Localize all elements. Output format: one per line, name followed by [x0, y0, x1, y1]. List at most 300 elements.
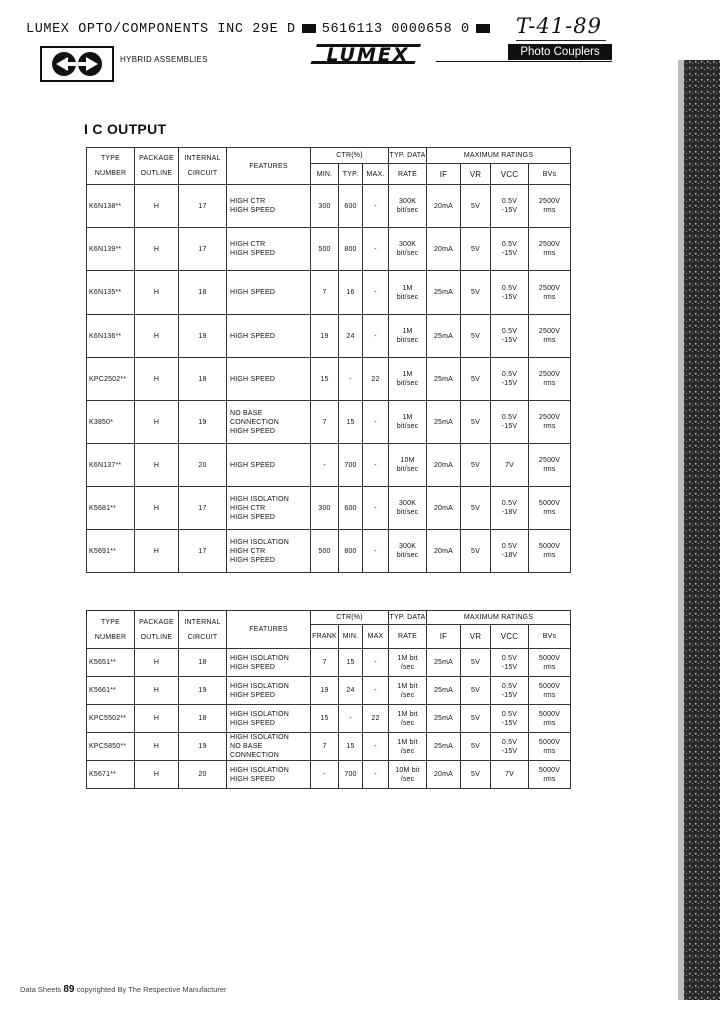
- bvs-rating-line: rms: [543, 719, 556, 727]
- header-ctr: CTR(%): [311, 148, 389, 164]
- vr-rating: 5V: [461, 271, 491, 315]
- handwritten-underline: [516, 40, 606, 41]
- features: [227, 401, 311, 444]
- ctr-max: 22: [363, 358, 389, 401]
- vr-rating: 5V: [461, 444, 491, 487]
- bvs-rating-line: rms: [543, 747, 556, 755]
- package-outline: H: [135, 228, 179, 271]
- features-line: HIGH SPEED: [230, 691, 276, 699]
- table-row: [87, 761, 571, 789]
- header-line: [26, 22, 496, 37]
- internal-circuit: 20: [179, 761, 227, 789]
- lumex-logo-icon: [40, 46, 114, 82]
- table-row: [87, 358, 571, 401]
- rate: [389, 271, 427, 315]
- rate-line: /sec: [400, 775, 415, 783]
- bvs-rating: [529, 677, 571, 705]
- features: [227, 649, 311, 677]
- ctr-min: 15: [339, 649, 363, 677]
- features: [227, 444, 311, 487]
- bvs-rating: [529, 228, 571, 271]
- internal-circuit: 19: [179, 733, 227, 761]
- vcc-rating-line: 0.5V: [501, 414, 518, 421]
- type-number: KPC5850**: [87, 733, 135, 761]
- rate: [389, 358, 427, 401]
- bvs-rating: [529, 649, 571, 677]
- features-line: CONNECTION: [230, 418, 280, 426]
- ic-output-table: [86, 147, 571, 573]
- features-line: HIGH ISOLATION: [230, 710, 290, 718]
- rate: [389, 401, 427, 444]
- bvs-rating: [529, 761, 571, 789]
- internal-circuit: 18: [179, 649, 227, 677]
- ctr-typ: 16: [339, 271, 363, 315]
- vcc-rating-line: -15V: [501, 719, 518, 727]
- features-line: HIGH ISOLATION: [230, 495, 290, 503]
- table-row: [87, 444, 571, 487]
- scan-edge-shadow: [676, 60, 720, 1000]
- features: [227, 705, 311, 733]
- type-number: K6N139**: [87, 228, 135, 271]
- vcc-rating: [491, 761, 529, 789]
- header-typ: TYP.: [339, 164, 363, 185]
- if-rating: 25mA: [427, 271, 461, 315]
- if-rating: 20mA: [427, 761, 461, 789]
- rate: [389, 444, 427, 487]
- type-number: K6N137**: [87, 444, 135, 487]
- internal-circuit: 17: [179, 228, 227, 271]
- page-number: 89: [63, 984, 75, 995]
- vcc-rating: [491, 444, 529, 487]
- vr-rating: 5V: [461, 705, 491, 733]
- header-maxratings: MAXIMUM RATINGS: [427, 611, 571, 625]
- header-package: PACKAGE OUTLINE: [135, 148, 179, 185]
- vcc-rating: [491, 358, 529, 401]
- package-outline: H: [135, 649, 179, 677]
- vcc-rating-line: -15V: [501, 663, 518, 671]
- bvs-rating-line: rms: [543, 423, 556, 430]
- vcc-rating: [491, 271, 529, 315]
- vcc-rating-line: -18V: [501, 509, 518, 516]
- header-if: IF: [427, 625, 461, 649]
- rate-line: bit/sec: [396, 466, 419, 473]
- ctr-typ: 600: [339, 185, 363, 228]
- ctr-typ: 24: [339, 315, 363, 358]
- header-ctr: CTR(%): [311, 611, 389, 625]
- photo-couplers-banner: Photo Couplers: [508, 44, 612, 60]
- package-outline: H: [135, 315, 179, 358]
- footer-left: Data Sheets: [20, 985, 62, 994]
- internal-circuit: 19: [179, 677, 227, 705]
- ctr-min: -: [311, 444, 339, 487]
- features-line: HIGH CTR: [230, 547, 266, 555]
- package-outline: H: [135, 358, 179, 401]
- section-title: I C OUTPUT: [84, 121, 167, 137]
- ctr-typ: 600: [339, 487, 363, 530]
- handwritten-code: T-41-89: [516, 14, 602, 38]
- ctr-max: -: [363, 444, 389, 487]
- vcc-rating-line: 7V: [505, 461, 514, 469]
- package-outline: H: [135, 530, 179, 573]
- if-rating: 25mA: [427, 401, 461, 444]
- bvs-rating-line: 2500V: [538, 414, 561, 421]
- vcc-rating-line: 0.5V: [501, 284, 518, 292]
- vr-rating: 5V: [461, 358, 491, 401]
- ctr-min: -: [339, 705, 363, 733]
- bvs-rating-line: 5000V: [538, 500, 561, 507]
- features: [227, 530, 311, 573]
- ctr-min: 15: [339, 733, 363, 761]
- rate: [389, 761, 427, 789]
- if-rating: 25mA: [427, 649, 461, 677]
- header-min: MIN.: [311, 164, 339, 185]
- vr-rating: 5V: [461, 733, 491, 761]
- table-row: [87, 677, 571, 705]
- vcc-rating: [491, 228, 529, 271]
- rate-line: 1M: [402, 328, 413, 335]
- vcc-rating: [491, 401, 529, 444]
- features-line: HIGH ISOLATION: [230, 538, 290, 546]
- bvs-rating-line: 2500V: [538, 241, 561, 248]
- doc-codes: 5616113 0000658 0: [321, 22, 470, 37]
- bvs-rating-line: rms: [543, 207, 556, 214]
- bvs-rating-line: rms: [543, 691, 556, 699]
- ctr-max: -: [363, 185, 389, 228]
- header-if: IF: [427, 164, 461, 185]
- rate-line: 300K: [398, 198, 417, 205]
- features: [227, 677, 311, 705]
- header-internal: INTERNAL CIRCUIT: [179, 148, 227, 185]
- vcc-rating-line: 7V: [505, 771, 514, 778]
- rate: [389, 677, 427, 705]
- barcode-mark: [302, 24, 316, 33]
- ctr-min: 500: [311, 530, 339, 573]
- type-number: KPC5502**: [87, 705, 135, 733]
- features: [227, 185, 311, 228]
- vcc-rating-line: -15V: [501, 250, 518, 257]
- company-line: LUMEX OPTO/COMPONENTS INC 29E D: [26, 22, 296, 37]
- internal-circuit: 18: [179, 705, 227, 733]
- header-rate: RATE: [389, 625, 427, 649]
- bvs-rating: [529, 444, 571, 487]
- table-row: [87, 733, 571, 761]
- table-row: [87, 185, 571, 228]
- header-vcc: VCC: [491, 164, 529, 185]
- internal-circuit: 19: [179, 401, 227, 444]
- table-row: [87, 228, 571, 271]
- internal-circuit: 17: [179, 185, 227, 228]
- if-rating: 20mA: [427, 185, 461, 228]
- bvs-rating: [529, 705, 571, 733]
- features: [227, 761, 311, 789]
- bvs-rating-line: rms: [543, 380, 556, 387]
- type-number: K5691**: [87, 530, 135, 573]
- bvs-rating: [529, 733, 571, 761]
- ctr-min: 700: [339, 761, 363, 789]
- header-features: FEATURES: [227, 611, 311, 649]
- vcc-rating: [491, 733, 529, 761]
- vcc-rating: [491, 530, 529, 573]
- ctr-typ: -: [339, 358, 363, 401]
- rate-line: bit/sec: [396, 337, 419, 344]
- rate-line: bit/sec: [396, 509, 419, 516]
- features-line: HIGH SPEED: [230, 513, 276, 521]
- ctr-typ: 800: [339, 228, 363, 271]
- vcc-rating-line: -15V: [501, 423, 518, 430]
- rate-line: /sec: [400, 663, 415, 671]
- vcc-rating: [491, 705, 529, 733]
- vr-rating: 5V: [461, 761, 491, 789]
- vcc-rating-line: -15V: [501, 380, 518, 387]
- vcc-rating: [491, 185, 529, 228]
- header-maxratings: MAXIMUM RATINGS: [427, 148, 571, 164]
- ctr-typ: 700: [339, 444, 363, 487]
- rate: [389, 733, 427, 761]
- vr-rating: 5V: [461, 228, 491, 271]
- ctr-max: -: [363, 649, 389, 677]
- rate-line: 1M: [402, 284, 413, 292]
- type-number: K3850*: [87, 401, 135, 444]
- package-outline: H: [135, 677, 179, 705]
- vcc-rating: [491, 315, 529, 358]
- hybrid-assemblies-label: HYBRID ASSEMBLIES: [120, 55, 208, 64]
- features: [227, 271, 311, 315]
- internal-circuit: 20: [179, 444, 227, 487]
- ctr-max: -: [363, 487, 389, 530]
- features-line: HIGH SPEED: [230, 556, 276, 564]
- header-internal: INTERNAL CIRCUIT: [179, 611, 227, 649]
- header-type: TYPE NUMBER: [87, 611, 135, 649]
- features-line: HIGH ISOLATION: [230, 734, 290, 741]
- package-outline: H: [135, 761, 179, 789]
- features-line: HIGH ISOLATION: [230, 682, 290, 690]
- ctr-frank: 7: [311, 733, 339, 761]
- features-line: HIGH ISOLATION: [230, 766, 290, 774]
- rate-line: /sec: [400, 719, 415, 727]
- vcc-rating-line: 0.5V: [501, 500, 518, 507]
- table-row: [87, 530, 571, 573]
- vcc-rating-line: 0.5V: [501, 682, 518, 690]
- type-number: K5671**: [87, 761, 135, 789]
- features-line: HIGH SPEED: [230, 332, 276, 340]
- bvs-rating-line: rms: [543, 552, 556, 559]
- bvs-rating-line: rms: [543, 775, 556, 783]
- vcc-rating-line: -15V: [501, 691, 518, 699]
- features-line: HIGH SPEED: [230, 775, 276, 783]
- bvs-rating-line: rms: [543, 466, 556, 473]
- internal-circuit: 18: [179, 271, 227, 315]
- bvs-rating-line: rms: [543, 509, 556, 516]
- rate: [389, 315, 427, 358]
- rate-line: 10M: [400, 457, 415, 464]
- features-line: HIGH SPEED: [230, 427, 276, 435]
- ctr-min: 7: [311, 401, 339, 444]
- features-line: HIGH SPEED: [230, 289, 276, 296]
- ctr-frank: 7: [311, 649, 339, 677]
- bvs-rating: [529, 530, 571, 573]
- bvs-rating-line: 5000V: [538, 738, 561, 746]
- rate: [389, 705, 427, 733]
- bvs-rating-line: rms: [543, 293, 556, 301]
- type-number: K5661**: [87, 677, 135, 705]
- vcc-rating-line: -15V: [501, 337, 518, 344]
- features-line: HIGH SPEED: [230, 375, 276, 383]
- rate-line: 1M bit: [397, 710, 418, 718]
- rate-line: 1M bit: [397, 654, 418, 662]
- bvs-rating: [529, 185, 571, 228]
- rate-line: bit/sec: [396, 207, 419, 214]
- rate-line: bit/sec: [396, 423, 419, 430]
- type-number: K6N135**: [87, 271, 135, 315]
- type-number: K5681**: [87, 487, 135, 530]
- rate-line: 300K: [398, 543, 417, 550]
- ctr-min: 15: [311, 358, 339, 401]
- features: [227, 487, 311, 530]
- rate: [389, 185, 427, 228]
- vcc-rating-line: 0.5V: [501, 738, 518, 746]
- bvs-rating-line: 5000V: [538, 654, 561, 662]
- ctr-min: 500: [311, 228, 339, 271]
- header-max: MAX.: [363, 164, 389, 185]
- vcc-rating-line: 0.5V: [501, 198, 518, 205]
- features-line: HIGH SPEED: [230, 719, 276, 727]
- features-line: HIGH SPEED: [230, 663, 276, 671]
- rate-line: bit/sec: [396, 552, 419, 559]
- ctr-max: -: [363, 315, 389, 358]
- vcc-rating-line: 0.5V: [501, 328, 518, 335]
- bvs-rating: [529, 271, 571, 315]
- rate: [389, 487, 427, 530]
- bvs-rating: [529, 315, 571, 358]
- header-vr: VR: [461, 625, 491, 649]
- bvs-rating-line: 2500V: [538, 198, 561, 205]
- bvs-rating-line: 2500V: [538, 457, 561, 464]
- rate-line: bit/sec: [396, 380, 419, 387]
- vcc-rating: [491, 487, 529, 530]
- package-outline: H: [135, 401, 179, 444]
- type-number: KPC2502**: [87, 358, 135, 401]
- ctr-min: 19: [311, 315, 339, 358]
- vcc-rating-line: -18V: [501, 552, 518, 559]
- package-outline: H: [135, 487, 179, 530]
- ctr-frank: 19: [311, 677, 339, 705]
- table-row: [87, 315, 571, 358]
- rate-line: /sec: [400, 747, 415, 755]
- features-line: HIGH CTR: [230, 241, 266, 248]
- vcc-rating-line: 0.5V: [501, 710, 518, 718]
- rate-line: 1M: [402, 371, 413, 378]
- vr-rating: 5V: [461, 677, 491, 705]
- vcc-rating-line: 0.5V: [501, 371, 518, 378]
- vcc-rating-line: -15V: [501, 293, 518, 301]
- features: [227, 733, 311, 761]
- features-line: NO BASE CONNECTION: [230, 743, 280, 759]
- features-line: HIGH SPEED: [230, 207, 276, 214]
- header-bvs: BVs: [529, 164, 571, 185]
- features-line: NO BASE: [230, 409, 263, 417]
- rate-line: 1M: [402, 414, 413, 421]
- bvs-rating: [529, 358, 571, 401]
- features-line: HIGH SPEED: [230, 461, 276, 469]
- rate: [389, 649, 427, 677]
- rate: [389, 228, 427, 271]
- features-line: HIGH CTR: [230, 198, 266, 205]
- vr-rating: 5V: [461, 185, 491, 228]
- header-typdata: TYP. DATA: [389, 611, 427, 625]
- bvs-rating-line: 2500V: [538, 328, 561, 335]
- table-row: [87, 271, 571, 315]
- header-frank: FRANK: [311, 625, 339, 649]
- ctr-min: 24: [339, 677, 363, 705]
- vcc-rating-line: -15V: [501, 747, 518, 755]
- vr-rating: 5V: [461, 530, 491, 573]
- barcode-mark: [476, 24, 490, 33]
- if-rating: 25mA: [427, 315, 461, 358]
- rate-line: 300K: [398, 241, 417, 248]
- if-rating: 25mA: [427, 705, 461, 733]
- vr-rating: 5V: [461, 401, 491, 444]
- vcc-rating-line: 0.5V: [501, 654, 518, 662]
- type-number: K6N138**: [87, 185, 135, 228]
- header-type: TYPE NUMBER: [87, 148, 135, 185]
- package-outline: H: [135, 185, 179, 228]
- features-line: HIGH ISOLATION: [230, 654, 290, 662]
- rate-line: bit/sec: [396, 250, 419, 257]
- header-vr: VR: [461, 164, 491, 185]
- bvs-rating-line: 2500V: [538, 371, 561, 378]
- rate-line: bit/sec: [396, 293, 419, 301]
- header-bvs: BVs: [529, 625, 571, 649]
- vcc-rating-line: 0.5V: [501, 543, 518, 550]
- if-rating: 20mA: [427, 228, 461, 271]
- vcc-rating-line: -15V: [501, 207, 518, 214]
- rate-line: 10M bit: [395, 766, 420, 774]
- bvs-rating-line: rms: [543, 663, 556, 671]
- type-number: K6N136**: [87, 315, 135, 358]
- features-line: HIGH CTR: [230, 504, 266, 512]
- ctr-typ: 15: [339, 401, 363, 444]
- lumex-wordmark: [310, 41, 430, 67]
- rate-line: 1M bit: [397, 738, 418, 746]
- bvs-rating-line: 5000V: [538, 710, 561, 718]
- features-line: HIGH SPEED: [230, 250, 276, 257]
- if-rating: 20mA: [427, 487, 461, 530]
- bvs-rating-line: 2500V: [538, 284, 561, 292]
- internal-circuit: 17: [179, 487, 227, 530]
- rate-line: /sec: [400, 691, 415, 699]
- ctr-max: -: [363, 401, 389, 444]
- vcc-rating-line: 0.5V: [501, 241, 518, 248]
- header-min: MIN.: [339, 625, 363, 649]
- package-outline: H: [135, 733, 179, 761]
- bvs-rating-line: 5000V: [538, 682, 561, 690]
- brand-text: LUMEX: [326, 44, 410, 66]
- ic-output-table-2: [86, 610, 571, 789]
- rate-line: 1M bit: [397, 682, 418, 690]
- header-max: MAX: [363, 625, 389, 649]
- table-row: [87, 705, 571, 733]
- package-outline: H: [135, 271, 179, 315]
- ctr-max: -: [363, 761, 389, 789]
- rate-line: 300K: [398, 500, 417, 507]
- internal-circuit: 19: [179, 315, 227, 358]
- features: [227, 358, 311, 401]
- if-rating: 25mA: [427, 358, 461, 401]
- features: [227, 315, 311, 358]
- internal-circuit: 17: [179, 530, 227, 573]
- package-outline: H: [135, 705, 179, 733]
- ctr-max: -: [363, 677, 389, 705]
